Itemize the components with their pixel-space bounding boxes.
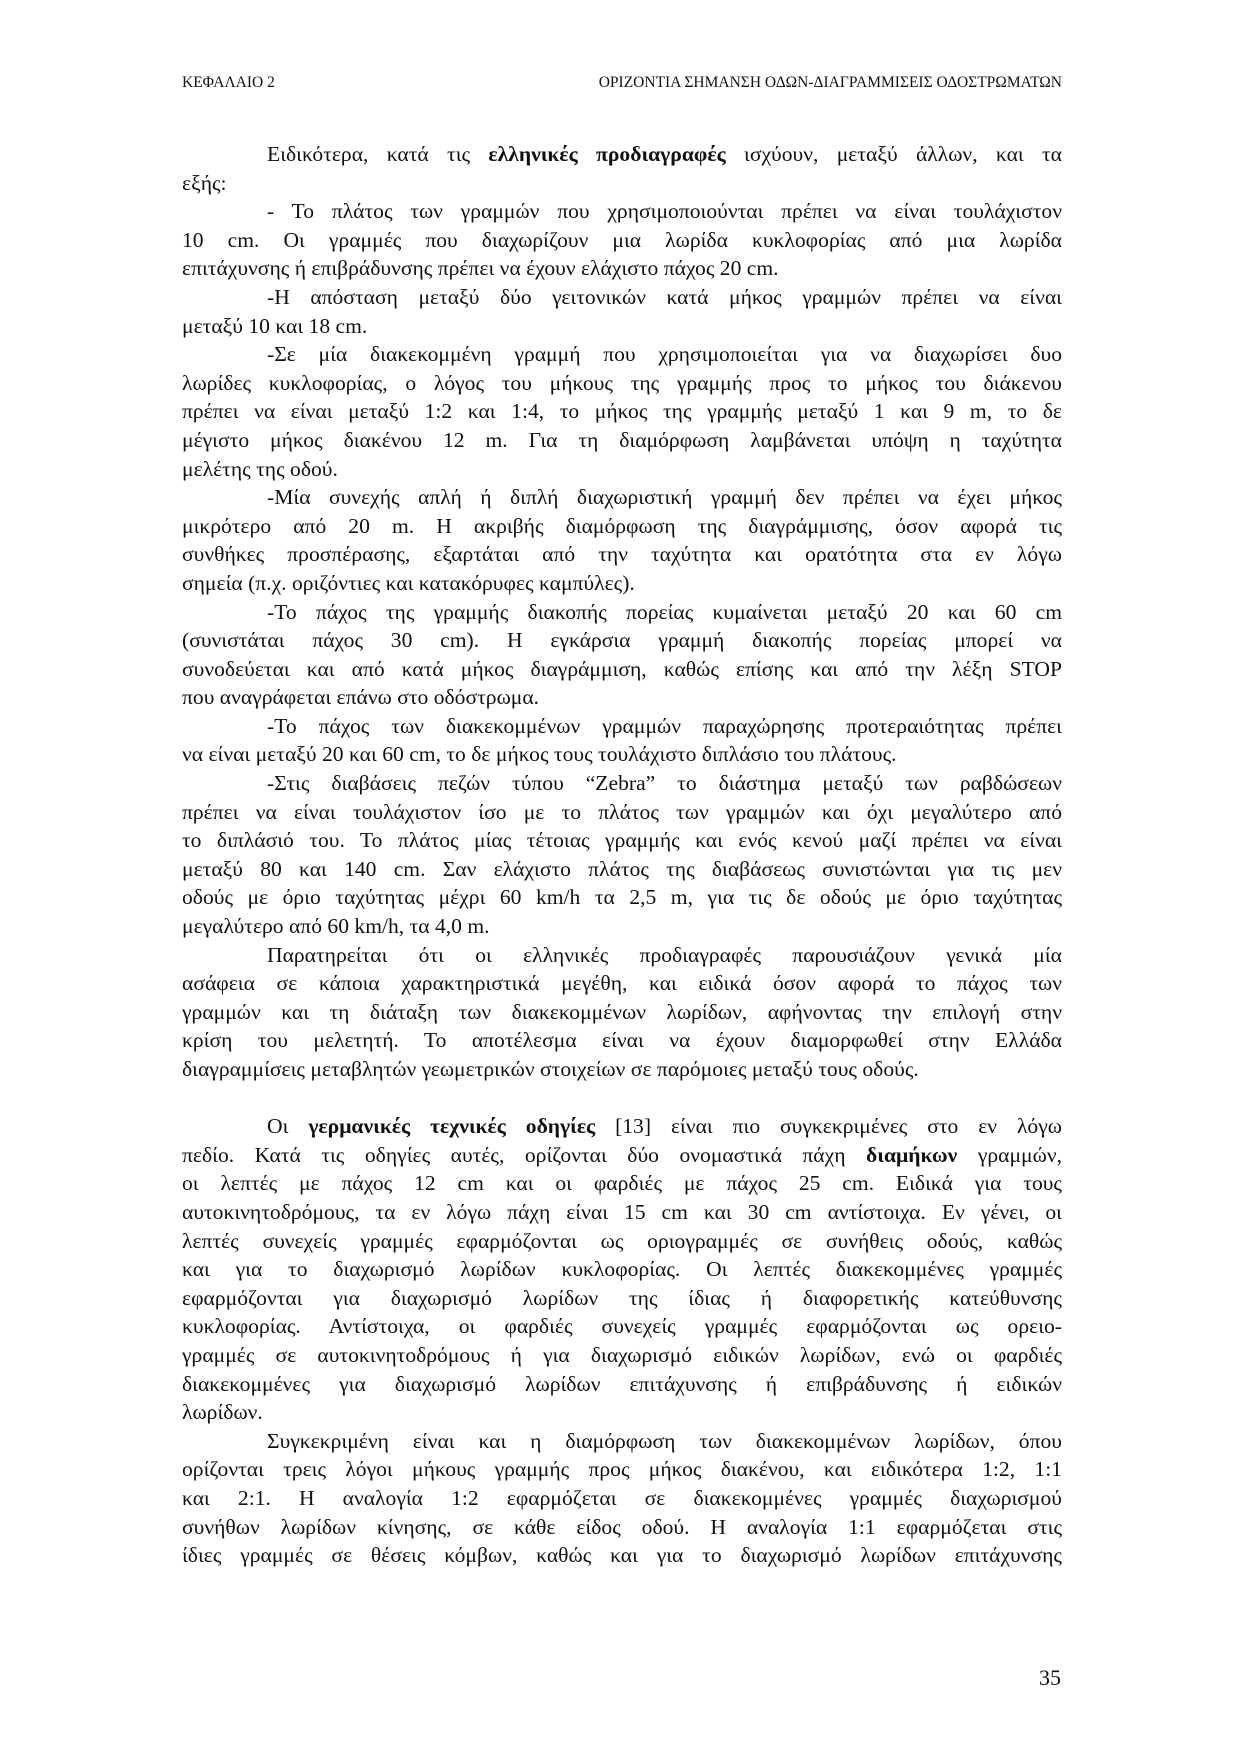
text-run: διακεκομμένες για διαχωρισμό λωρίδων επιτάχυνσης ή επιβράδυνσης ή ειδικών <box>182 1371 1062 1396</box>
text-line <box>182 626 1062 655</box>
running-title: ΟΡΙΖΟΝΤΙΑ ΣΗΜΑΝΣΗ ΟΔΩΝ-ΔΙΑΓΡΑΜΜΙΣΕΙΣ ΟΔΟΣΤΡΩΜΑΤΩΝ <box>598 74 1062 91</box>
text-run: -Στις διαβάσεις πεζών τύπου “Zebra” το διάστημα μεταξύ των ραβδώσεων <box>267 771 1062 796</box>
text-run: συνήθων λωρίδων κίνησης, σε κάθε είδος οδού. Η αναλογία 1:1 εφαρμόζεται στις <box>182 1514 1062 1539</box>
text-line <box>182 1055 1062 1084</box>
text-run: και 2:1. Η αναλογία 1:2 εφαρμόζεται σε διακεκομμένες γραμμές διαχωρισμού <box>182 1485 1062 1510</box>
text-line <box>182 1084 1062 1113</box>
text-run: -Σε μία διακεκομμένη γραμμή που χρησιμοποιείται για να διαχωρίσει δυο <box>267 342 1062 367</box>
text-run: που αναγράφεται επάνω στο οδόστρωμα. <box>182 685 540 710</box>
bold-term: ελληνικές προδιαγραφές <box>488 142 726 166</box>
text-line <box>182 169 1062 198</box>
text-line <box>182 855 1062 884</box>
text-run: εφαρμόζονται για διαχωρισμό λωρίδων της ίδιας ή διαφορετικής κατεύθυνσης <box>182 1285 1062 1310</box>
text-line <box>182 1513 1062 1542</box>
text-run: 10 cm. Οι γραμμές που διαχωρίζουν μια λωρίδα κυκλοφορίας από μια λωρίδα <box>182 227 1062 252</box>
text-line <box>182 1255 1062 1284</box>
text-line <box>182 1227 1062 1256</box>
text-line <box>182 312 1062 341</box>
text-line <box>182 1370 1062 1399</box>
text-run: λωρίδων. <box>182 1400 263 1425</box>
text-run: μέγιστο μήκος διακένου 12 m. Για τη διαμόρφωση λαμβάνεται υπόψη η ταχύτητα <box>182 427 1062 452</box>
text-line <box>182 1112 1062 1141</box>
text-run: οδούς με όριο ταχύτητας μέχρι 60 km/h τα 2,5 m, για τις δε οδούς με όριο ταχύτητας <box>182 885 1062 910</box>
text-line <box>182 254 1062 283</box>
text-line <box>182 226 1062 255</box>
text-run: οι λεπτές με πάχος 12 cm και οι φαρδιές με πάχος 25 cm. Ειδικά για τους <box>182 1171 1062 1196</box>
text-run: ορίζονται τρεις λόγοι μήκους γραμμής προς μήκος διακένου, και ειδικότερα 1:2, 1:1 <box>182 1457 1062 1482</box>
text-run: γραμμών, <box>957 1142 1063 1167</box>
text-run: (συνιστάται πάχος 30 cm). Η εγκάρσια γραμμή διακοπής πορείας μπορεί να <box>182 628 1062 653</box>
text-line <box>182 197 1062 226</box>
text-line <box>182 540 1062 569</box>
text-line <box>182 140 1062 169</box>
text-line <box>182 1398 1062 1427</box>
text-line <box>182 712 1062 741</box>
text-run: Οι <box>267 1114 309 1139</box>
body-text <box>182 140 1062 1570</box>
text-run: Ειδικότερα, κατά τις <box>267 142 489 166</box>
text-run: πεδίο. Κατά τις οδηγίες αυτές, ορίζονται δύο ονομαστικά πάχη <box>182 1142 867 1167</box>
text-line <box>182 598 1062 627</box>
text-run: μεταξύ 80 και 140 cm. Σαν ελάχιστο πλάτος της διαβάσεως συνιστώνται για τις μεν <box>182 856 1062 881</box>
text-run: μελέτης της οδού. <box>182 456 338 481</box>
text-run: το διπλάσιό του. Το πλάτος μίας τέτοιας γραμμής και ενός κενού μαζί πρέπει να είναι <box>182 828 1062 853</box>
bold-term: γερμανικές τεχνικές οδηγίες <box>308 1114 596 1139</box>
text-line <box>182 1455 1062 1484</box>
text-line <box>182 655 1062 684</box>
text-line <box>182 397 1062 426</box>
text-line <box>182 740 1062 769</box>
text-run: μεταξύ 10 και 18 cm. <box>182 313 368 338</box>
text-run: γραμμές σε αυτοκινητοδρόμους ή για διαχωρισμό ειδικών λωρίδων, ενώ οι φαρδιές <box>182 1342 1062 1367</box>
text-line <box>182 998 1062 1027</box>
text-run: - Το πλάτος των γραμμών που χρησιμοποιούνται πρέπει να είναι τουλάχιστον <box>267 199 1062 224</box>
text-run: κυκλοφορίας. Αντίστοιχα, οι φαρδιές συνεχείς γραμμές εφαρμόζονται ως ορειο- <box>182 1314 1062 1339</box>
text-run: διαγραμμίσεις μεταβλητών γεωμετρικών στοιχείων σε παρόμοιες μεταξύ τους οδούς. <box>182 1057 919 1081</box>
text-run: μεγαλύτερο από 60 km/h, τα 4,0 m. <box>182 914 490 939</box>
text-line <box>182 769 1062 798</box>
text-run: συνοδεύεται και από κατά μήκος διαγράμμιση, καθώς επίσης και από την λέξη STOP <box>182 656 1062 681</box>
text-run: ισχύουν, μεταξύ άλλων, και τα <box>725 142 1062 166</box>
text-run: πρέπει να είναι τουλάχιστον ίσο με το πλάτος των γραμμών και όχι μεγαλύτερο από <box>182 799 1062 824</box>
text-run: εξής: <box>182 170 227 195</box>
text-line <box>182 1198 1062 1227</box>
text-line <box>182 912 1062 941</box>
text-run: και για το διαχωρισμό λωρίδων κυκλοφορίας. Οι λεπτές διακεκομμένες γραμμές <box>182 1257 1062 1282</box>
text-run: συνθήκες προσπέρασης, εξαρτάται από την ταχύτητα και ορατότητα στα εν λόγω <box>182 542 1062 567</box>
text-line <box>182 883 1062 912</box>
text-line <box>182 569 1062 598</box>
text-line <box>182 1169 1062 1198</box>
text-run: σημεία (π.χ. οριζόντιες και κατακόρυφες καμπύλες). <box>182 570 635 595</box>
page-number: 35 <box>1039 1665 1061 1690</box>
text-run: λωρίδες κυκλοφορίας, ο λόγος του μήκους της γραμμής προς το μήκος του διάκενου <box>182 370 1062 395</box>
text-line <box>182 941 1062 970</box>
text-line <box>182 512 1062 541</box>
text-run: μικρότερο από 20 m. Η ακριβής διαμόρφωση της διαγράμμισης, όσον αφορά τις <box>182 513 1062 538</box>
text-run: πρέπει να είναι μεταξύ 1:2 και 1:4, το μήκος της γραμμής μεταξύ 1 και 9 m, το δε <box>182 399 1062 424</box>
text-line <box>182 1312 1062 1341</box>
text-run: ίδιες γραμμές σε θέσεις κόμβων, καθώς και για το διαχωρισμό λωρίδων επιτάχυνσης <box>182 1543 1062 1568</box>
text-run: -Το πάχος της γραμμής διακοπής πορείας κυμαίνεται μεταξύ 20 και 60 cm <box>267 599 1062 624</box>
text-line <box>182 283 1062 312</box>
chapter-header: ΚΕΦΑΛΑΙΟ 2 <box>182 74 275 91</box>
text-line <box>182 1541 1062 1570</box>
text-line <box>182 1341 1062 1370</box>
text-line <box>182 969 1062 998</box>
text-line <box>182 369 1062 398</box>
text-line <box>182 340 1062 369</box>
text-line <box>182 683 1062 712</box>
text-run: αυτοκινητοδρόμους, τα εν λόγω πάχη είναι 15 cm και 30 cm αντίστοιχα. Εν γένει, οι <box>182 1199 1062 1224</box>
text-line <box>182 798 1062 827</box>
text-run: [13] είναι πιο συγκεκριμένες στο εν λόγω <box>595 1114 1062 1139</box>
text-line <box>182 426 1062 455</box>
text-line <box>182 1284 1062 1313</box>
text-line <box>182 1427 1062 1456</box>
text-line <box>182 826 1062 855</box>
text-run: ασάφεια σε κάποια χαρακτηριστικά μεγέθη, και ειδικά όσον αφορά το πάχος των <box>182 971 1062 996</box>
text-line <box>182 1026 1062 1055</box>
text-run: να είναι μεταξύ 20 και 60 cm, το δε μήκος τους τουλάχιστο διπλάσιο του πλάτους. <box>182 742 897 767</box>
text-run: Συγκεκριμένη είναι και η διαμόρφωση των διακεκομμένων λωρίδων, όπου <box>267 1428 1062 1453</box>
text-run: Παρατηρείται ότι οι ελληνικές προδιαγραφές παρουσιάζουν γενικά μία <box>267 942 1062 967</box>
text-run: γραμμών και τη διάταξη των διακεκομμένων λωρίδων, αφήνοντας την επιλογή στην <box>182 999 1062 1024</box>
bold-term: διαμήκων <box>866 1142 958 1167</box>
text-line <box>182 1484 1062 1513</box>
text-line <box>182 1141 1062 1170</box>
text-run: κρίση του μελετητή. Το αποτέλεσμα είναι να έχουν διαμορφωθεί στην Ελλάδα <box>182 1028 1062 1053</box>
text-run: -Το πάχος των διακεκομμένων γραμμών παραχώρησης προτεραιότητας πρέπει <box>267 713 1062 738</box>
text-line <box>182 483 1062 512</box>
text-run: επιτάχυνσης ή επιβράδυνσης πρέπει να έχουν ελάχιστο πάχος 20 cm. <box>182 256 779 281</box>
text-line <box>182 455 1062 484</box>
text-run: -Η απόσταση μεταξύ δύο γειτονικών κατά μήκος γραμμών πρέπει να είναι <box>267 284 1062 309</box>
text-run: -Μία συνεχής απλή ή διπλή διαχωριστική γραμμή δεν πρέπει να έχει μήκος <box>267 485 1062 510</box>
text-run: λεπτές συνεχείς γραμμές εφαρμόζονται ως οριογραμμές σε συνήθεις οδούς, καθώς <box>182 1228 1062 1253</box>
